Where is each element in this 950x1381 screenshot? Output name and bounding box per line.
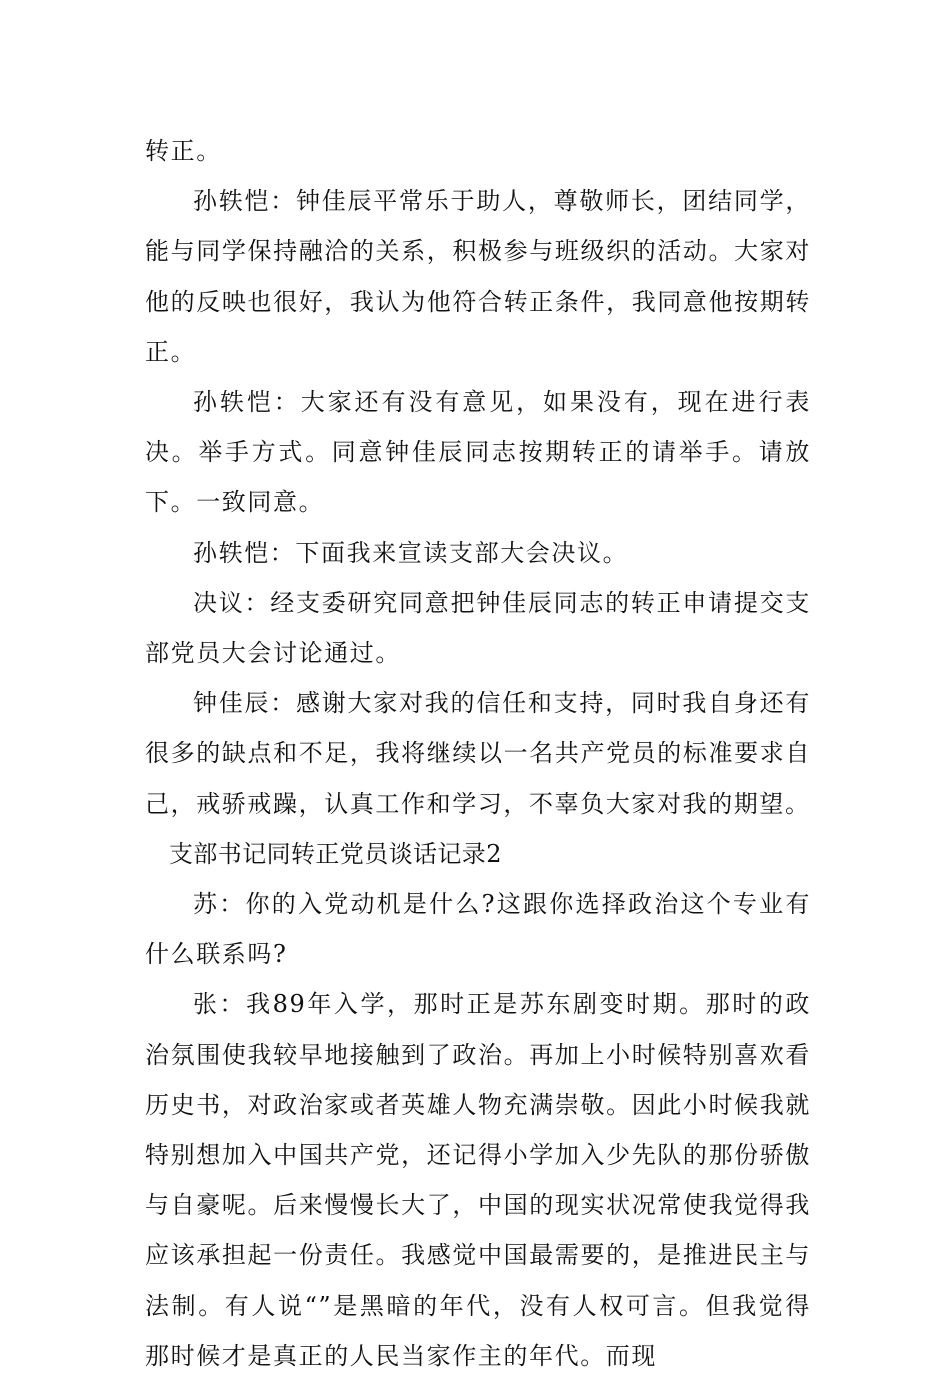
section-heading: 支部书记同转正党员谈话记录2 <box>169 839 502 868</box>
paragraph-zhang-answer: 张：我89年入学，那时正是苏东剧变时期。那时的政治氛围使我较早地接触到了政治。再加上小时候特别喜欢看历史书，对政治家或者英雄人物充满崇敬。因此小时候我就特别想加入中国共产党，还记得小学加入少先队的那份骄傲与自豪呢。后来慢慢长大了，中国的现实状况常使我觉得我应该承担起一份责任。我感觉中国最需要的，是推进民主与法制。有人说“”是黑暗的年代，没有人权可言。但我觉得那时候才是真正的人民当家作主的年代。而现 <box>145 990 811 1370</box>
paragraph-sun-resolution-intro: 孙轶恺：下面我来宣读支部大会决议。 <box>193 538 629 567</box>
paragraph-continuation: 转正。 <box>145 137 222 165</box>
document-body <box>145 126 811 1381</box>
paragraph-su-question: 苏：你的入党动机是什么?这跟你选择政治这个专业有什么联系吗? <box>145 890 811 969</box>
paragraph-sun-vote: 孙轶恺：大家还有没有意见，如果没有，现在进行表决。举手方式。同意钟佳辰同志按期转正的请举手。请放下。一致同意。 <box>145 388 811 517</box>
paragraph-sun-evaluation: 孙轶恺：钟佳辰平常乐于助人，尊敬师长，团结同学，能与同学保持融洽的关系，积极参与班级织的活动。大家对他的反映也很好，我认为他符合转正条件，我同意他按期转正。 <box>145 187 811 366</box>
paragraph-zhong-thanks: 钟佳辰：感谢大家对我的信任和支持，同时我自身还有很多的缺点和不足，我将继续以一名共产党员的标准要求自己，戒骄戒躁，认真工作和学习，不辜负大家对我的期望。 <box>145 689 811 818</box>
paragraph-resolution: 决议：经支委研究同意把钟佳辰同志的转正申请提交支部党员大会讨论通过。 <box>145 588 811 668</box>
